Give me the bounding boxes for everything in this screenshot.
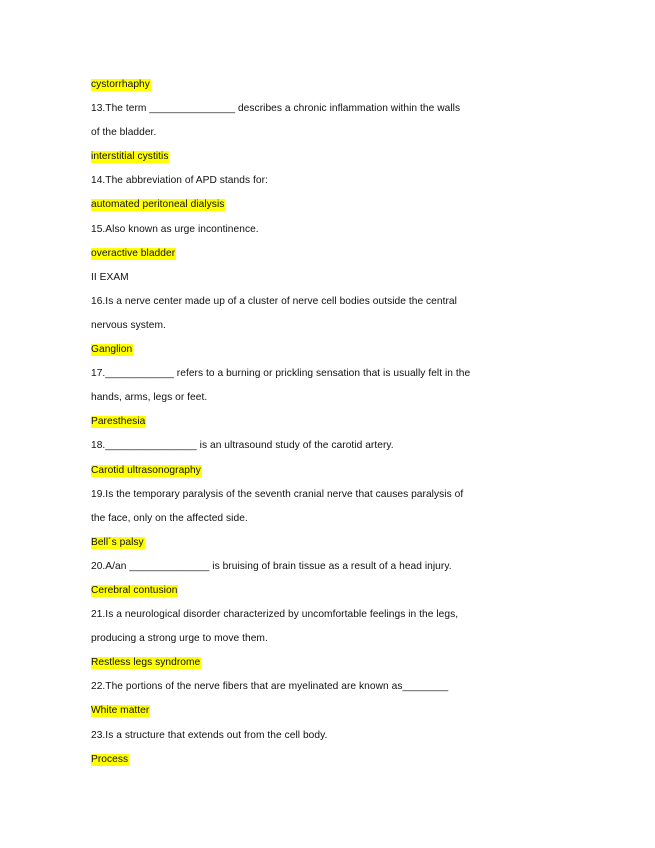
answer-highlight: cystorrhaphy xyxy=(91,79,150,90)
answer-highlight: Carotid ultrasonography xyxy=(91,464,201,476)
answer-line xyxy=(91,651,551,675)
answer-line xyxy=(91,579,551,603)
question-line: hands, arms, legs or feet. xyxy=(91,392,208,404)
answer-highlight: White matter xyxy=(91,705,150,717)
question-line: 21.Is a neurological disorder characterized by uncomfortable feelings in the legs, xyxy=(91,609,459,621)
question-line: 14.The abbreviation of APD stands for: xyxy=(91,175,268,187)
question-line: 19.Is the temporary paralysis of the seventh cranial nerve that causes paralysis of xyxy=(91,488,464,500)
answer-highlight: Bell´s palsy xyxy=(91,536,144,548)
question-line: the face, only on the affected side. xyxy=(91,512,248,524)
answer-highlight: Process xyxy=(91,753,129,765)
answer-line xyxy=(91,193,551,217)
question-line: of the bladder. xyxy=(91,127,157,139)
question-line: 23.Is a structure that extends out from the cell body. xyxy=(91,729,328,741)
question-line: 22.The portions of the nerve fibers that are myelinated are known as________ xyxy=(91,681,449,693)
answer-highlight: interstitial cystitis xyxy=(91,151,169,163)
answer-line xyxy=(91,531,551,555)
answer-highlight: overactive bladder xyxy=(91,247,176,259)
question-line: producing a strong urge to move them. xyxy=(91,633,268,645)
question-line: 17.____________ refers to a burning or prickling sensation that is usually felt in the xyxy=(91,368,471,380)
question-line: 15.Also known as urge incontinence. xyxy=(91,223,259,235)
answer-highlight: Ganglion xyxy=(91,344,133,356)
question-line: 13.The term _______________ describes a chronic inflammation within the walls xyxy=(91,103,461,115)
answer-line xyxy=(91,459,551,483)
question-line: 20.A/an ______________ is bruising of brain tissue as a result of a head injury. xyxy=(91,560,452,572)
question-line: 18.________________ is an ultrasound study of the carotid artery. xyxy=(91,440,394,452)
answer-line xyxy=(91,699,551,723)
answer-highlight: automated peritoneal dialysis xyxy=(91,199,225,211)
section-heading: II EXAM xyxy=(91,271,129,283)
answer-line xyxy=(91,748,551,772)
answer-line xyxy=(91,145,551,169)
answer-line xyxy=(91,73,551,97)
answer-highlight: Cerebral contusion xyxy=(91,584,178,596)
question-line: 16.Is a nerve center made up of a cluster of nerve cell bodies outside the central xyxy=(91,295,457,307)
answer-line xyxy=(91,242,551,266)
answer-line xyxy=(91,338,551,362)
answer-highlight: Restless legs syndrome xyxy=(91,657,201,669)
answer-line xyxy=(91,410,551,434)
answer-highlight: Paresthesia xyxy=(91,416,146,428)
question-line: nervous system. xyxy=(91,319,166,331)
document-body xyxy=(91,73,551,772)
